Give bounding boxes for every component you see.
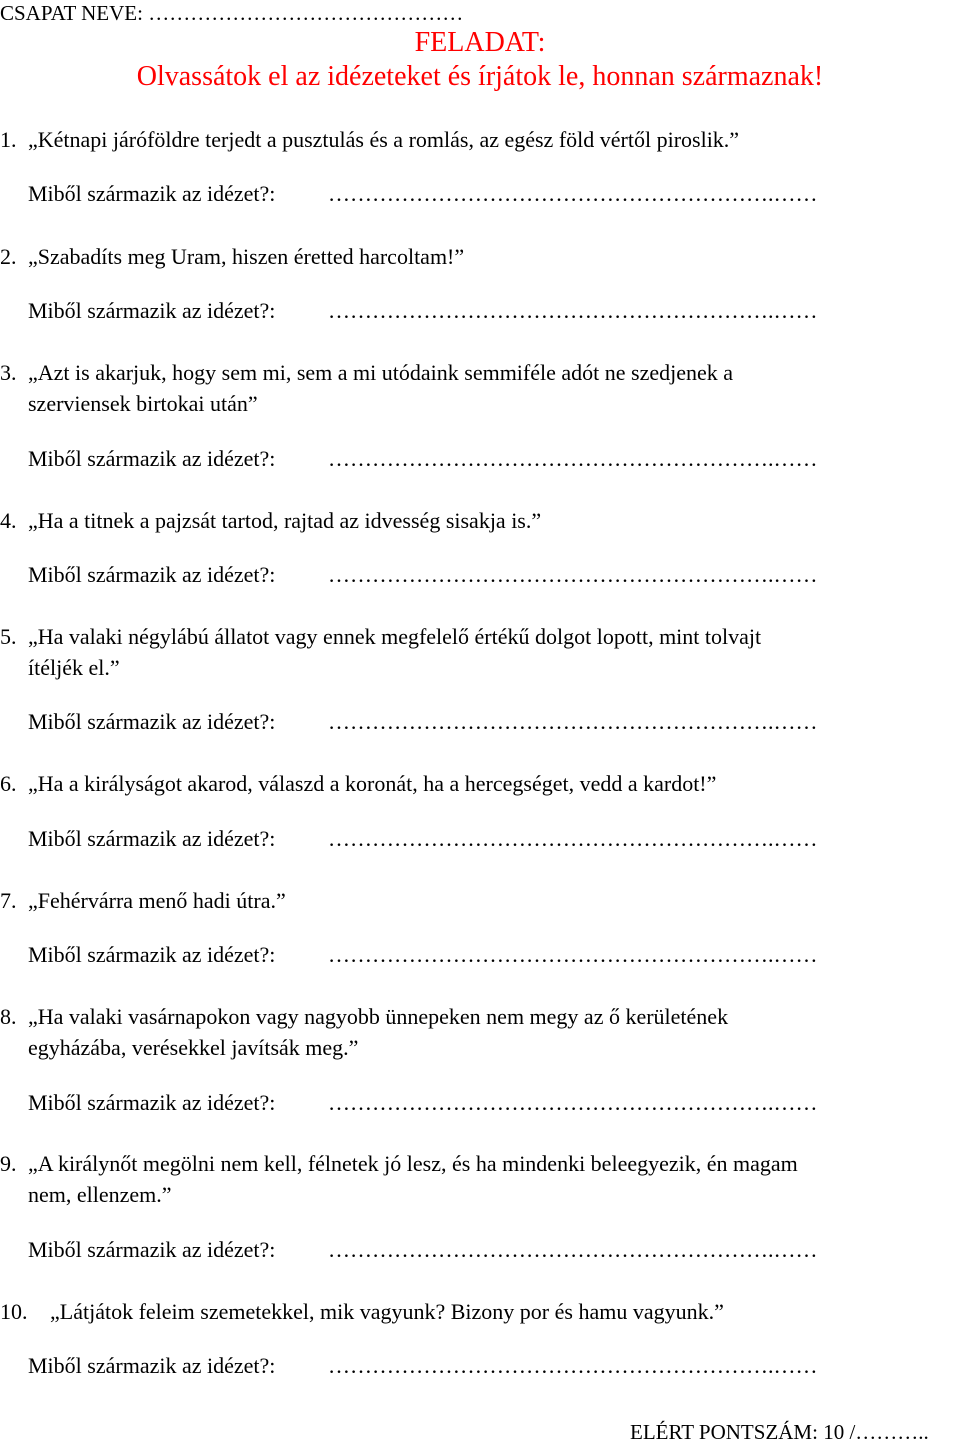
- question-number: 1.: [0, 127, 17, 152]
- answer-blank[interactable]: …………………………………………………….……: [328, 709, 818, 734]
- question-number: 5.: [0, 624, 17, 649]
- answer-prompt: Miből származik az idézet?:: [28, 1090, 276, 1115]
- quote-text: nem, ellenzem.”: [28, 1182, 172, 1207]
- task-instruction: Olvassátok el az idézeteket és írjátok le, honnan származnak!: [136, 61, 824, 92]
- answer-blank[interactable]: …………………………………………………….……: [328, 1090, 818, 1115]
- answer-prompt: Miből származik az idézet?:: [28, 298, 276, 323]
- answer-prompt: Miből származik az idézet?:: [28, 181, 276, 206]
- quote-text: egyházába, verésekkel javítsák meg.”: [28, 1035, 359, 1060]
- quote-text: „Ha valaki vasárnapokon vagy nagyobb ünnepeken nem megy az ő kerületének: [28, 1004, 729, 1029]
- quote-text: „Azt is akarjuk, hogy sem mi, sem a mi utódaink semmiféle adót ne szedjenek a: [28, 360, 734, 385]
- answer-blank[interactable]: …………………………………………………….……: [328, 1353, 818, 1378]
- question-number: 2.: [0, 244, 17, 269]
- quote-text: „A királynőt megölni nem kell, félnetek jó lesz, és ha mindenki beleegyezik, én magam: [28, 1151, 798, 1176]
- answer-blank[interactable]: …………………………………………………….……: [328, 826, 818, 851]
- quote-text: ítéljék el.”: [28, 655, 120, 680]
- answer-prompt: Miből származik az idézet?:: [28, 826, 276, 851]
- question-number: 9.: [0, 1151, 17, 1176]
- answer-prompt: Miből származik az idézet?:: [28, 709, 276, 734]
- task-title: FELADAT:: [414, 27, 546, 58]
- quote-text: „Látjátok feleim szemetekkel, mik vagyunk? Bizony por és hamu vagyunk.”: [50, 1299, 724, 1324]
- quote-text: „Ha a királyságot akarod, válaszd a koronát, ha a hercegséget, vedd a kardot!”: [28, 771, 717, 796]
- team-name-line: CSAPAT NEVE: ………………………………………: [0, 1, 464, 25]
- answer-blank[interactable]: …………………………………………………….……: [328, 298, 818, 323]
- question-number: 6.: [0, 771, 17, 796]
- answer-prompt: Miből származik az idézet?:: [28, 942, 276, 967]
- question-number: 10.: [0, 1299, 28, 1324]
- question-number: 4.: [0, 508, 17, 533]
- answer-prompt: Miből származik az idézet?:: [28, 446, 276, 471]
- quote-text: „Ha a titnek a pajzsát tartod, rajtad az idvesség sisakja is.”: [28, 508, 542, 533]
- answer-blank[interactable]: …………………………………………………….……: [328, 562, 818, 587]
- quote-text: „Kétnapi járóföldre terjedt a pusztulás és a romlás, az egész föld vértől piroslik.”: [28, 127, 740, 152]
- answer-prompt: Miből származik az idézet?:: [28, 1237, 276, 1262]
- quote-text: „Ha valaki négylábú állatot vagy ennek megfelelő értékű dolgot lopott, mint tolvajt: [28, 624, 762, 649]
- quote-text: „Szabadíts meg Uram, hiszen éretted harcoltam!”: [28, 244, 465, 269]
- quote-text: „Fehérvárra menő hadi útra.”: [28, 888, 286, 913]
- answer-prompt: Miből származik az idézet?:: [28, 562, 276, 587]
- question-number: 7.: [0, 888, 17, 913]
- answer-prompt: Miből származik az idézet?:: [28, 1353, 276, 1378]
- answer-blank[interactable]: …………………………………………………….……: [328, 446, 818, 471]
- question-number: 8.: [0, 1004, 17, 1029]
- answer-blank[interactable]: …………………………………………………….……: [328, 181, 818, 206]
- answer-blank[interactable]: …………………………………………………….……: [328, 1237, 818, 1262]
- quote-text: szerviensek birtokai után”: [28, 391, 258, 416]
- answer-blank[interactable]: …………………………………………………….……: [328, 942, 818, 967]
- score-line: ELÉRT PONTSZÁM: 10 /………..: [630, 1420, 929, 1444]
- question-number: 3.: [0, 360, 17, 385]
